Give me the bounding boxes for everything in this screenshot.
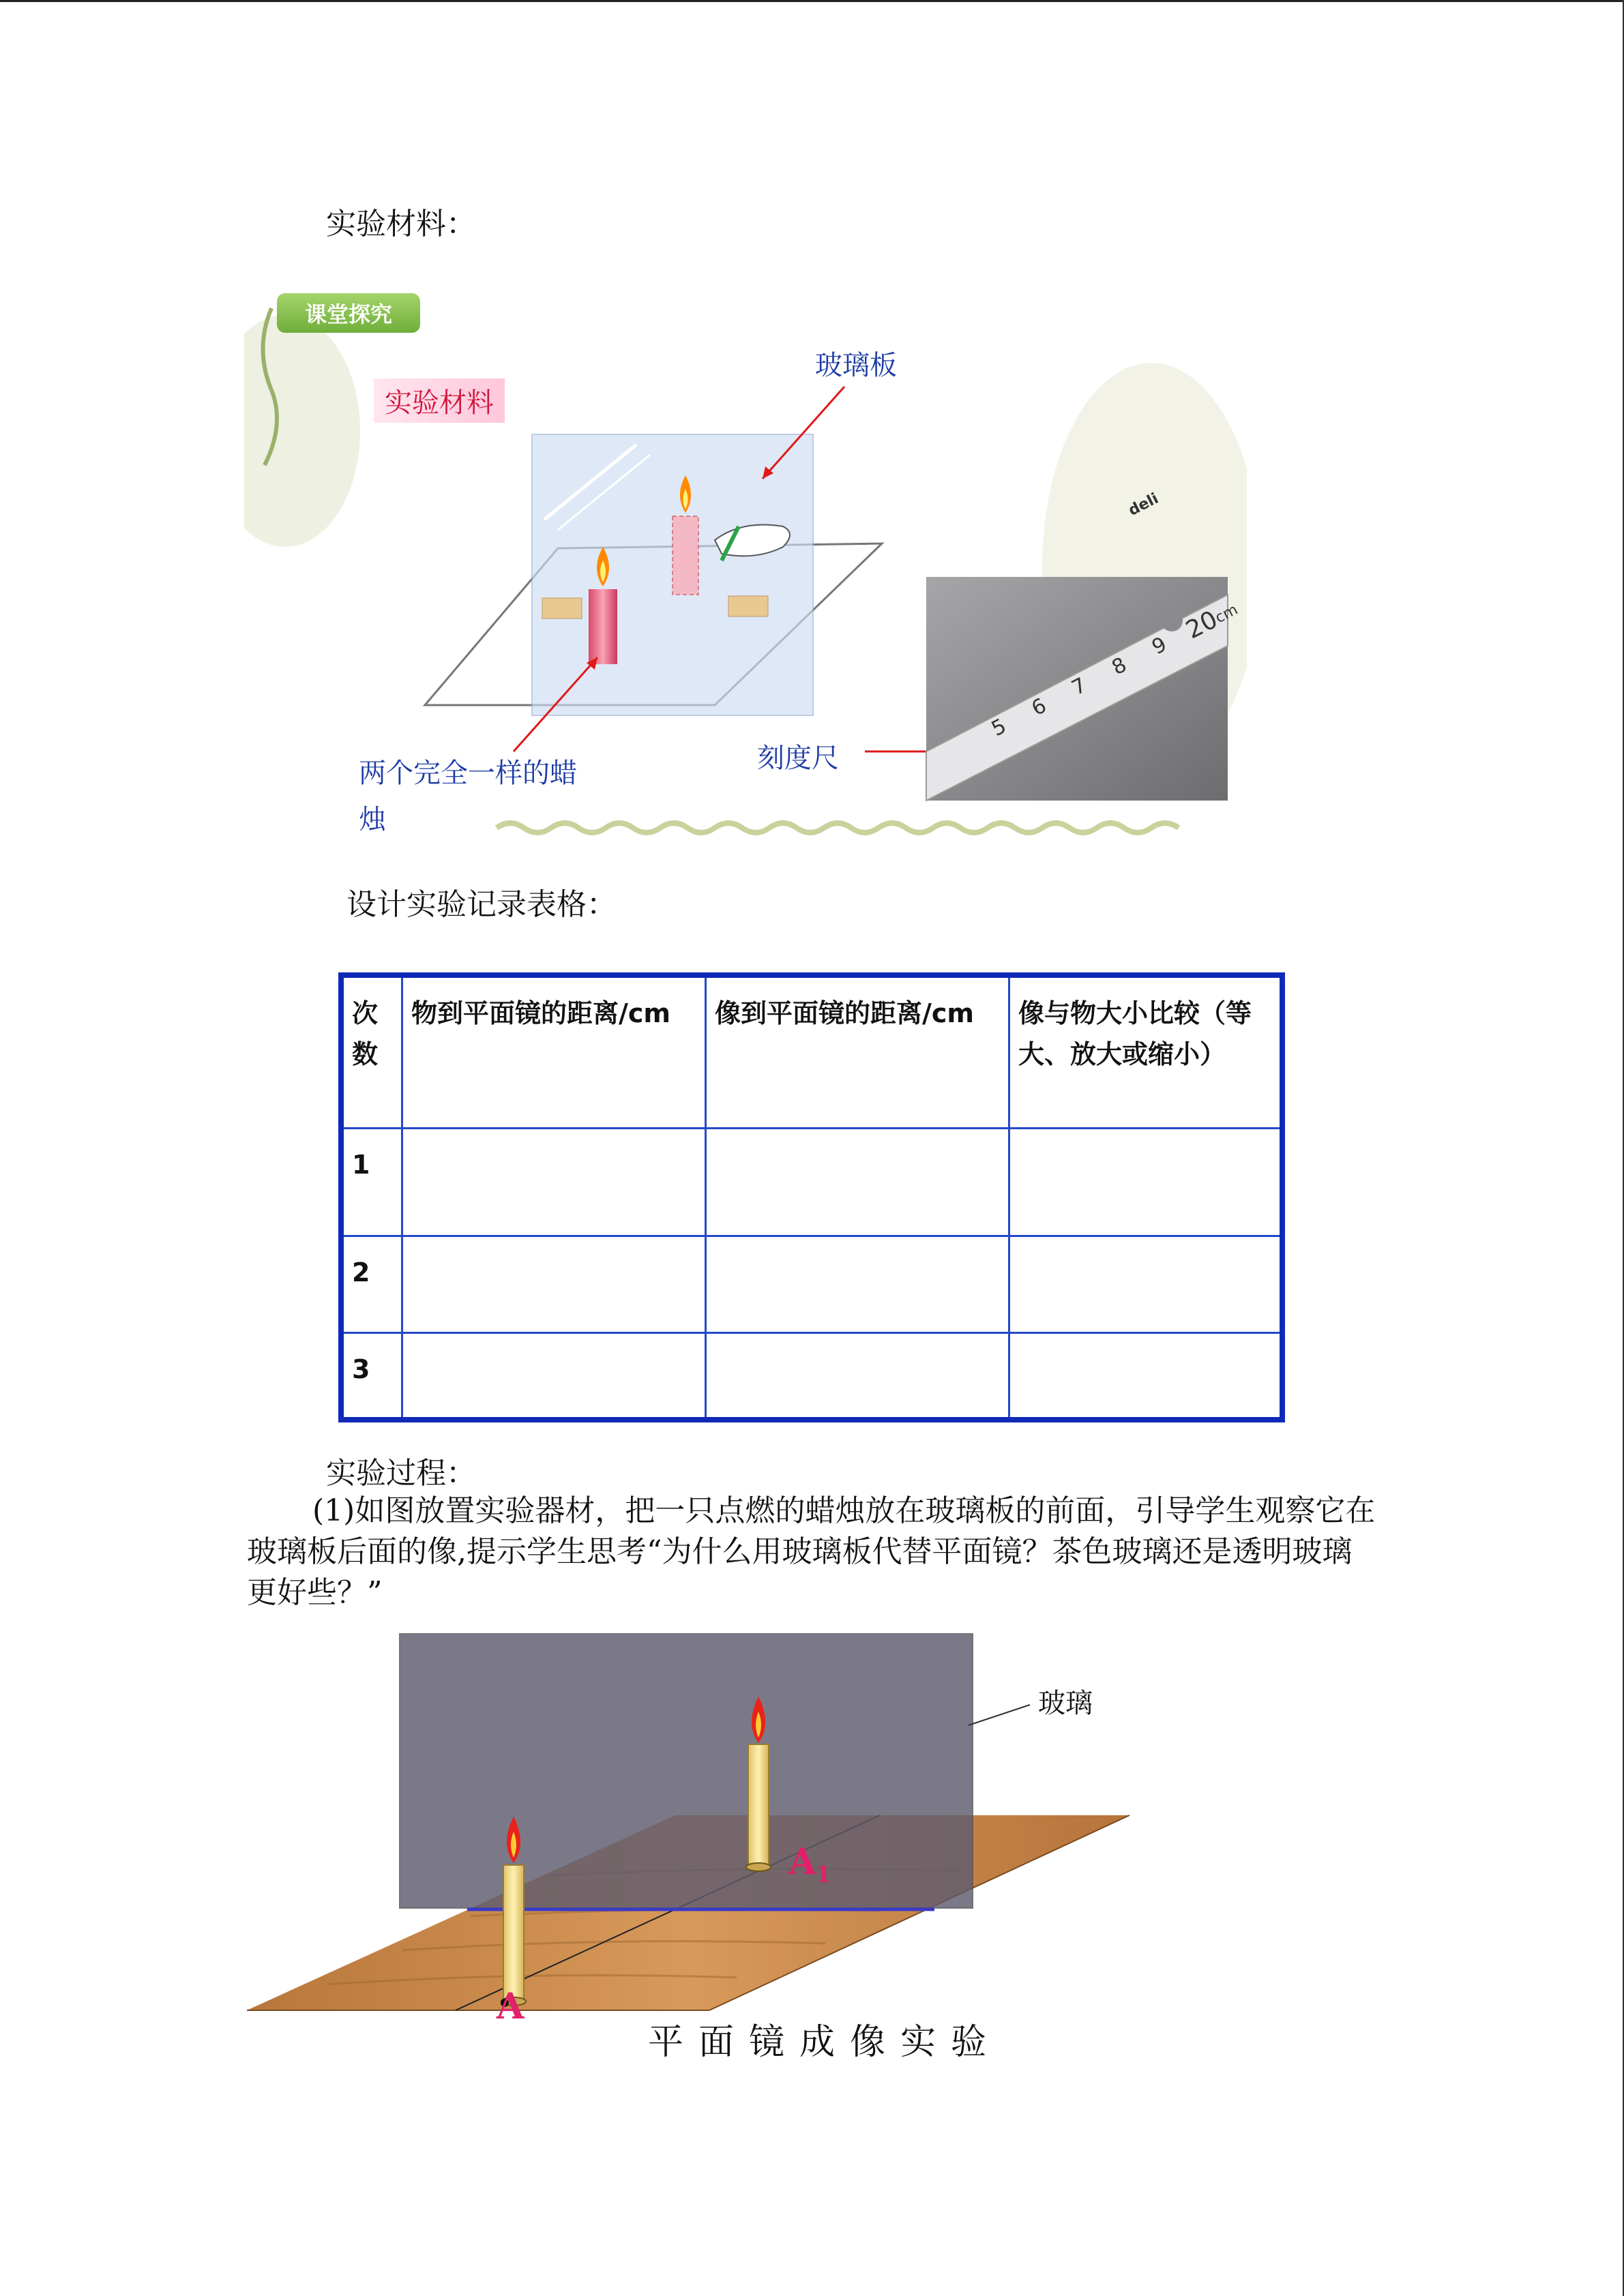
ruler-brand: deli [1125,490,1162,520]
heading-design-table: 设计实验记录表格： [346,887,617,922]
ruler-number: 9 [1148,632,1171,660]
table-cell: 2 [341,1236,402,1332]
table-row [341,1128,1282,1236]
glass-label: 玻璃 [1038,1688,1093,1719]
table-cell [402,1236,706,1332]
candles-label-line2: 烛 [359,804,386,835]
header-cell-size-comparison: 像与物大小比较（等大、放大或缩小） [1009,975,1283,1128]
table-cell [402,1332,706,1420]
table-cell [706,1332,1009,1420]
materials-illustration [244,281,1247,839]
ruler-number: 5 [988,714,1011,742]
heading-process: 实验过程： [326,1456,476,1491]
point-a1-label [788,1841,831,1887]
ruler-number: 6 [1027,694,1050,721]
figure-caption: 平面镜成像实验 [648,2022,1002,2063]
point-a1-subscript: 1 [816,1861,831,1888]
ruler-number: 8 [1108,653,1131,681]
header-cell-image-distance: 像到平面镜的距离/cm [706,975,1009,1128]
table-cell [1009,1236,1283,1332]
point-a1-letter: A [788,1841,816,1883]
point-a-label: A [497,1986,525,2027]
table-cell: 3 [341,1332,402,1420]
table-cell [1009,1128,1283,1236]
materials-title-tag: 实验材料 [374,378,505,423]
table-cell [706,1128,1009,1236]
process-paragraph: (1)如图放置实验器材，把一只点燃的蜡烛放在玻璃板的前面，引导学生观察它在玻璃板后面的像,提示学生思考“为什么用玻璃板代替平面镜？茶色玻璃还是透明玻璃更好些？” [247,1493,1376,1610]
ruler-number: 20 [1181,606,1222,645]
table-cell [1009,1332,1283,1420]
ruler-number: 7 [1067,673,1091,701]
record-table [338,972,1285,1422]
table-header-row [341,975,1282,1128]
heading-materials: 实验材料： [326,207,476,241]
table-row [341,1332,1282,1420]
table-cell [402,1128,706,1236]
candles-label-line1: 两个完全一样的蜡 [359,758,577,789]
ruler-label: 刻度尺 [757,743,839,774]
header-cell-object-distance: 物到平面镜的距离/cm [402,975,706,1128]
plane-mirror-illustration [246,1630,1146,2012]
header-cell-count: 次数 [341,975,402,1128]
table-row [341,1236,1282,1332]
classroom-inquiry-tag: 课堂探究 [277,293,420,333]
ruler-unit: cm [1212,601,1241,627]
table-cell: 1 [341,1128,402,1236]
page-top-border [0,0,1624,2]
glass-board-label: 玻璃板 [815,350,897,381]
table-cell [706,1236,1009,1332]
